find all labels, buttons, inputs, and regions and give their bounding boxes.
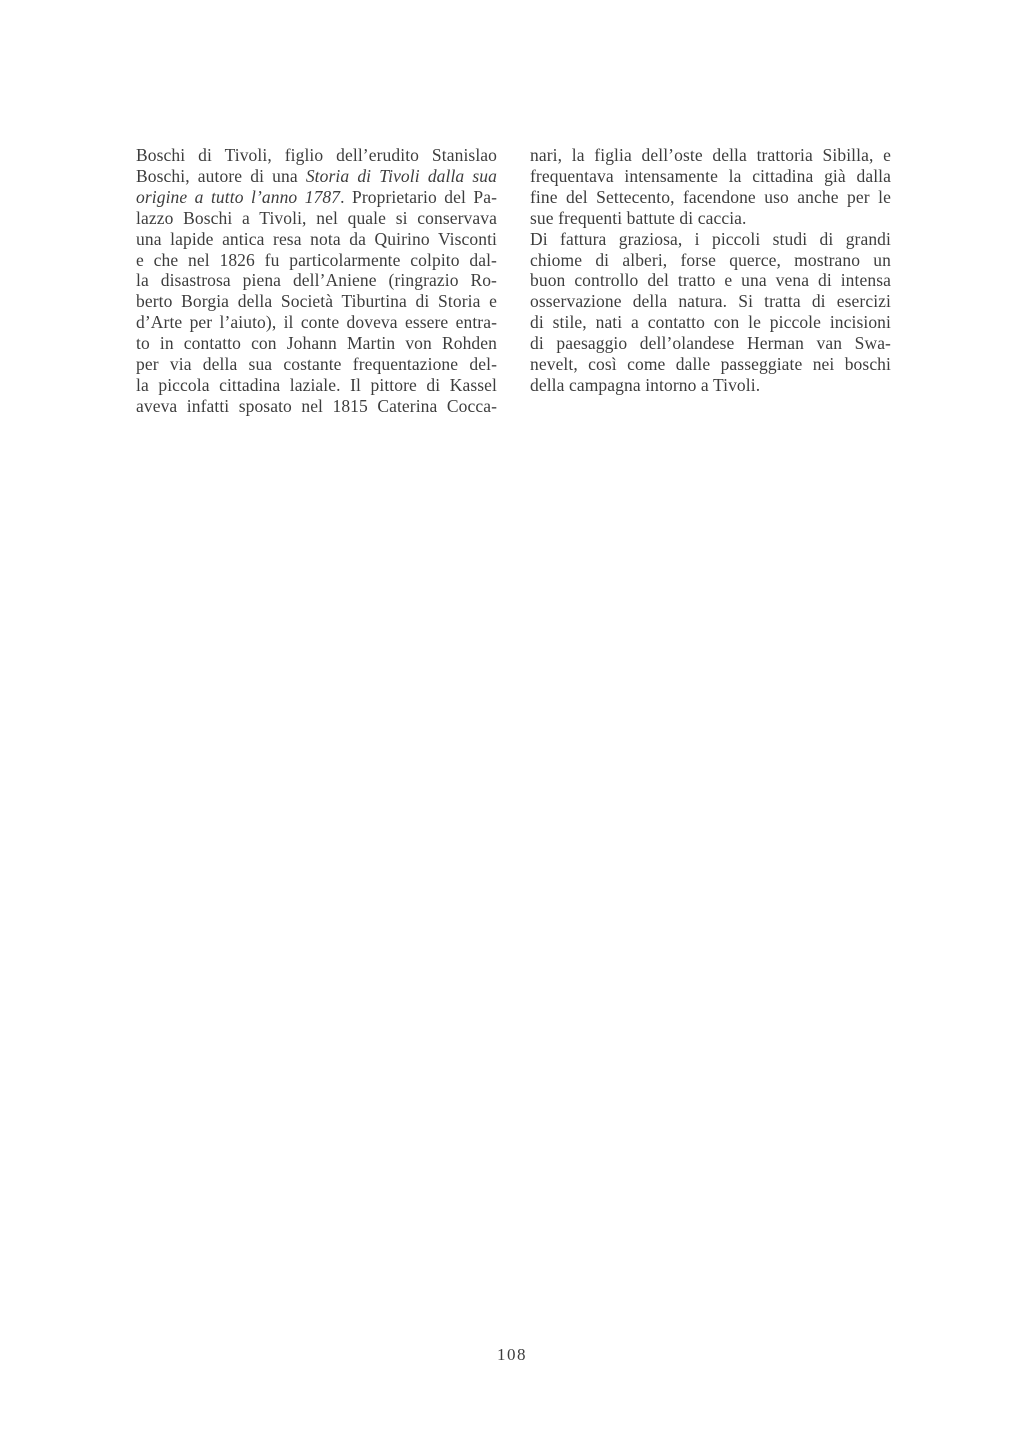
text-column-left	[136, 145, 497, 417]
text-line	[530, 145, 891, 166]
text-run: di paesaggio dell’olandese Herman van Swa-	[530, 333, 891, 354]
text-line	[136, 250, 497, 271]
text-line	[530, 208, 891, 229]
text-line	[530, 354, 891, 375]
page-number: 108	[497, 1345, 527, 1364]
text-run: Boschi di Tivoli, figlio dell’erudito Stanislao	[136, 145, 497, 165]
text-run: nevelt, così come dalle passeggiate nei boschi	[530, 354, 891, 375]
text-run: di stile, nati a contatto con le piccole incisioni	[530, 312, 891, 333]
text-run: osservazione della natura. Si tratta di esercizi	[530, 291, 891, 312]
text-line	[530, 187, 891, 208]
text-line	[136, 145, 497, 166]
text-run: d’Arte per l’aiuto), il conte doveva essere entra-	[136, 312, 497, 333]
italic-text-run: Storia di Tivoli dalla sua	[305, 165, 498, 186]
text-run: frequentava intensamente la cittadina già dalla	[530, 165, 891, 186]
text-line	[530, 312, 891, 333]
text-column-right	[530, 145, 891, 396]
text-line	[530, 166, 891, 187]
text-line	[530, 250, 891, 271]
text-run: della campagna intorno a Tivoli.	[530, 374, 761, 395]
text-run: nari, la figlia dell’oste della trattoria Sibilla, e	[530, 145, 891, 165]
text-line	[530, 333, 891, 354]
text-line	[136, 396, 497, 417]
text-line	[530, 270, 891, 291]
text-run: e che nel 1826 fu particolarmente colpito dal-	[136, 249, 497, 270]
text-run: buon controllo del tratto e una vena di intensa	[530, 270, 891, 291]
text-line	[530, 291, 891, 312]
text-line	[136, 354, 497, 375]
text-line	[136, 166, 497, 187]
text-run: per via della sua costante frequentazione del-	[136, 354, 497, 375]
text-run: la disastrosa piena dell’Aniene (ringrazio Ro-	[136, 270, 497, 291]
text-run: la piccola cittadina laziale. Il pittore di Kassel	[136, 374, 497, 395]
text-line	[136, 375, 497, 396]
text-run: Di fattura graziosa, i piccoli studi di grandi	[530, 228, 891, 249]
italic-text-run: origine a tutto l’anno 1787	[136, 186, 341, 207]
text-line	[136, 291, 497, 312]
text-run: lazzo Boschi a Tivoli, nel quale si conservava	[136, 207, 497, 228]
text-line	[136, 187, 497, 208]
text-line	[530, 229, 891, 250]
text-run: Boschi, autore di una	[136, 165, 306, 186]
text-line	[530, 375, 891, 396]
text-line	[136, 333, 497, 354]
text-line	[136, 229, 497, 250]
text-run: chiome di alberi, forse querce, mostrano un	[530, 249, 891, 270]
text-line	[136, 208, 497, 229]
text-run: fine del Settecento, facendone uso anche per le	[530, 186, 891, 207]
text-line	[136, 312, 497, 333]
text-run: berto Borgia della Società Tiburtina di Storia e	[136, 291, 497, 312]
text-run: . Proprietario del Pa-	[340, 186, 497, 207]
text-run: sue frequenti battute di caccia.	[530, 207, 747, 228]
text-run: to in contatto con Johann Martin von Rohden	[136, 333, 497, 354]
text-run: una lapide antica resa nota da Quirino Visconti	[136, 228, 497, 249]
text-run: aveva infatti sposato nel 1815 Caterina Cocca-	[136, 395, 497, 416]
text-line	[136, 270, 497, 291]
